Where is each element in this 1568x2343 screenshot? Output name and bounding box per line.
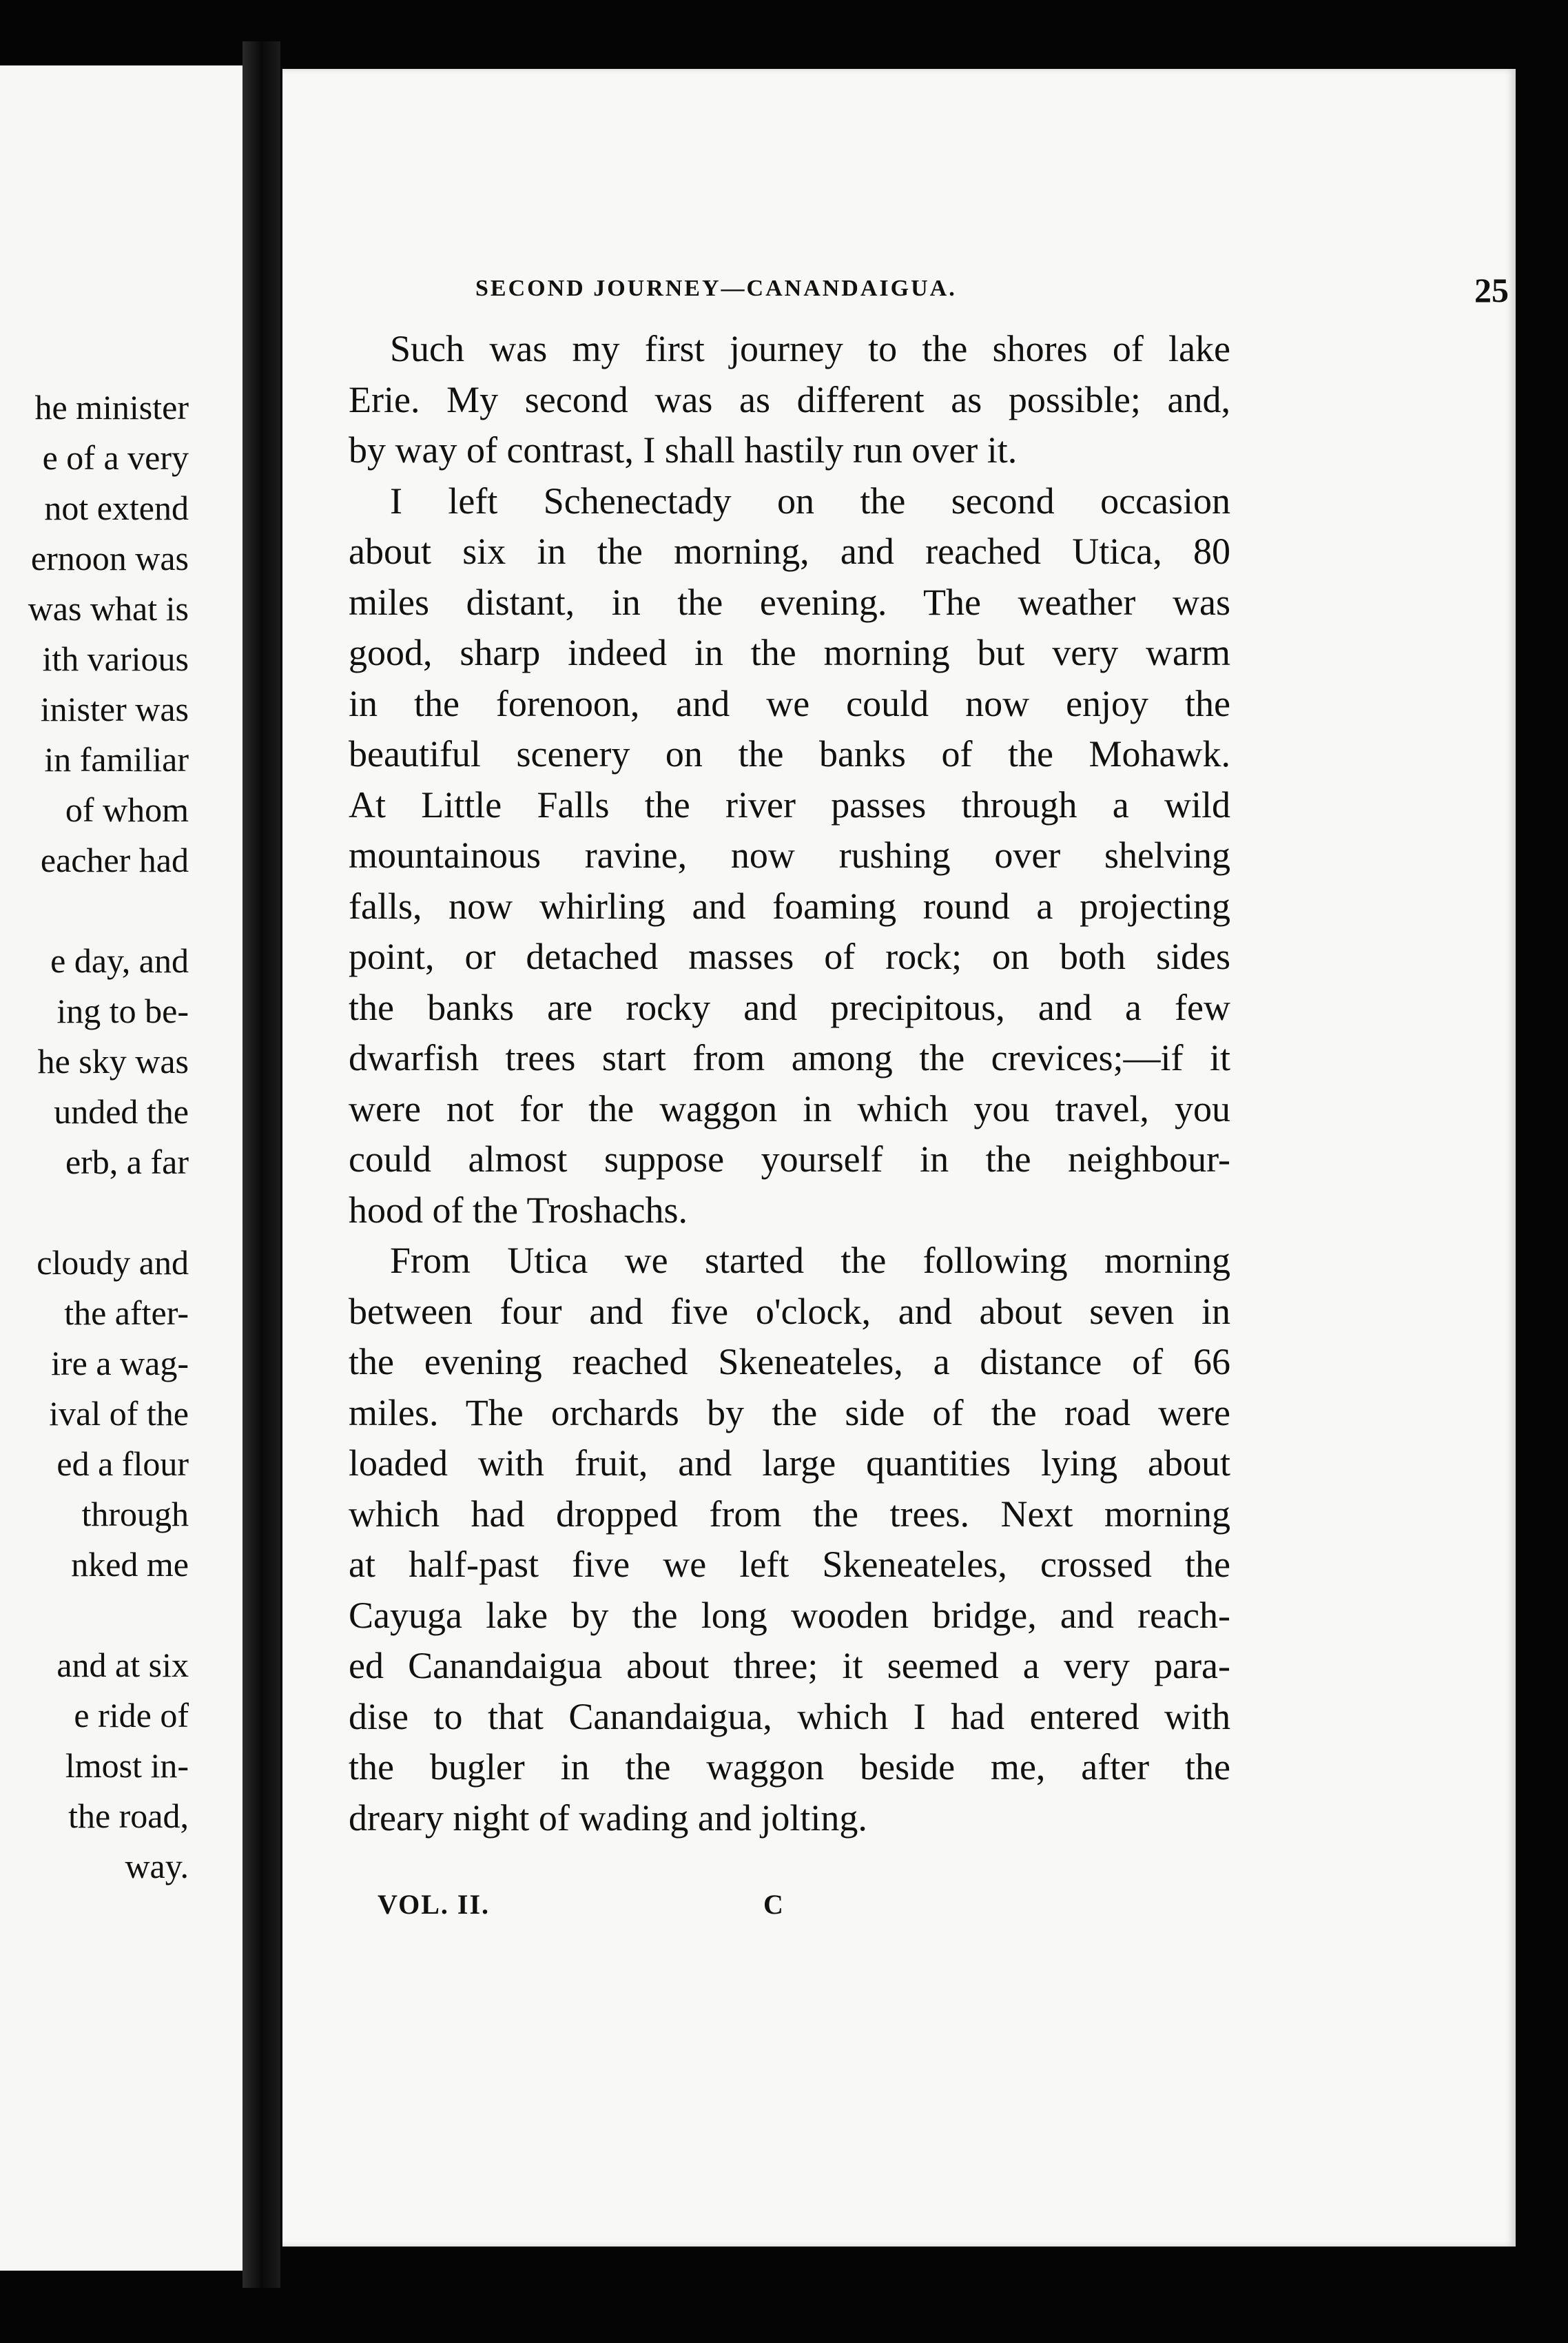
left-line: lmost in-: [65, 1746, 189, 1785]
left-line-gap: [0, 1187, 189, 1238]
left-line: ire a wag-: [51, 1344, 189, 1382]
text-line: dreary night of wading and jolting.: [349, 1797, 867, 1839]
left-line: ith various: [42, 640, 189, 678]
left-line: ival of the: [49, 1394, 189, 1433]
text-line: dise to that Canandaigua, which I had entered with: [349, 1695, 1230, 1737]
text-line: ed Canandaigua about three; it seemed a very para-: [349, 1645, 1230, 1686]
text-line: hood of the Troshachs.: [349, 1189, 688, 1231]
left-line: he sky was: [37, 1042, 189, 1081]
left-page-text: [0, 382, 189, 1892]
text-line: At Little Falls the river passes through a wild: [349, 784, 1230, 826]
volume-signature: VOL. II.: [378, 1889, 491, 1920]
text-line: the bugler in the waggon beside me, after the: [349, 1746, 1230, 1788]
left-line: e of a very: [42, 438, 189, 477]
text-line: about six in the morning, and reached Utica, 80: [349, 531, 1230, 572]
left-line-gap: [0, 1590, 189, 1640]
text-line: Such was my first journey to the shores of lake: [390, 328, 1230, 369]
text-line: were not for the waggon in which you travel, you: [349, 1087, 1230, 1129]
left-line: ed a flour: [56, 1444, 189, 1483]
left-line: in familiar: [44, 740, 189, 779]
text-line: could almost suppose yourself in the neighbour-: [349, 1138, 1230, 1180]
signature-line: [378, 1888, 860, 1936]
left-line: he minister: [34, 388, 189, 427]
text-line: in the forenoon, and we could now enjoy the: [349, 682, 1230, 724]
left-line: inister was: [40, 690, 189, 728]
right-page: [282, 69, 1516, 2247]
left-line: e ride of: [74, 1696, 189, 1735]
text-line: beautiful scenery on the banks of the Mohawk.: [349, 733, 1230, 775]
left-line: was what is: [28, 589, 189, 628]
left-line: the after-: [64, 1293, 189, 1332]
page-header: [475, 271, 1509, 331]
left-line: of whom: [65, 790, 189, 829]
left-line: ing to be-: [56, 992, 189, 1030]
left-line: not extend: [44, 489, 189, 527]
left-line: eacher had: [40, 841, 189, 879]
text-line: between four and five o'clock, and about seven in: [349, 1290, 1230, 1332]
left-line: cloudy and: [37, 1243, 189, 1282]
left-line-gap: [0, 886, 189, 936]
text-line: the evening reached Skeneateles, a distance of 66: [349, 1341, 1230, 1382]
left-line: the road,: [68, 1797, 189, 1835]
gathering-mark: C: [763, 1889, 783, 1920]
page-number: 25: [1474, 271, 1509, 309]
text-line: mountainous ravine, now rushing over shelving: [349, 835, 1230, 876]
left-line: through: [81, 1495, 189, 1533]
left-line: nked me: [71, 1545, 189, 1584]
text-line: dwarfish trees start from among the crevices;—if it: [349, 1037, 1230, 1078]
left-facing-page: [0, 65, 243, 2271]
text-line: Erie. My second was as different as possible; and,: [349, 378, 1230, 420]
running-head: SECOND JOURNEY—CANANDAIGUA.: [475, 276, 957, 301]
text-line: falls, now whirling and foaming round a projecting: [349, 885, 1230, 927]
text-line: miles distant, in the evening. The weather was: [349, 581, 1230, 623]
text-line: by way of contrast, I shall hastily run over it.: [349, 429, 1018, 471]
text-line: good, sharp indeed in the morning but very warm: [349, 632, 1230, 673]
left-line: e day, and: [50, 941, 189, 980]
book-gutter: [243, 41, 280, 2288]
text-line: loaded with fruit, and large quantities lying about: [349, 1442, 1230, 1484]
left-line: and at six: [56, 1646, 189, 1684]
body-text: [349, 324, 1230, 1843]
text-line: point, or detached masses of rock; on both sides: [349, 936, 1230, 977]
text-line: at half-past five we left Skeneateles, crossed the: [349, 1544, 1230, 1585]
text-line: miles. The orchards by the side of the road were: [349, 1391, 1230, 1433]
left-line: ernoon was: [30, 539, 189, 577]
text-line: From Utica we started the following morning: [390, 1240, 1230, 1281]
text-line: the banks are rocky and precipitous, and a few: [349, 986, 1230, 1028]
left-line: unded the: [54, 1092, 189, 1131]
text-line: which had dropped from the trees. Next morning: [349, 1493, 1230, 1535]
text-line: I left Schenectady on the second occasion: [390, 480, 1230, 522]
left-line: erb, a far: [65, 1143, 189, 1181]
text-line: Cayuga lake by the long wooden bridge, and reach-: [349, 1594, 1230, 1636]
left-line: way.: [125, 1847, 189, 1885]
